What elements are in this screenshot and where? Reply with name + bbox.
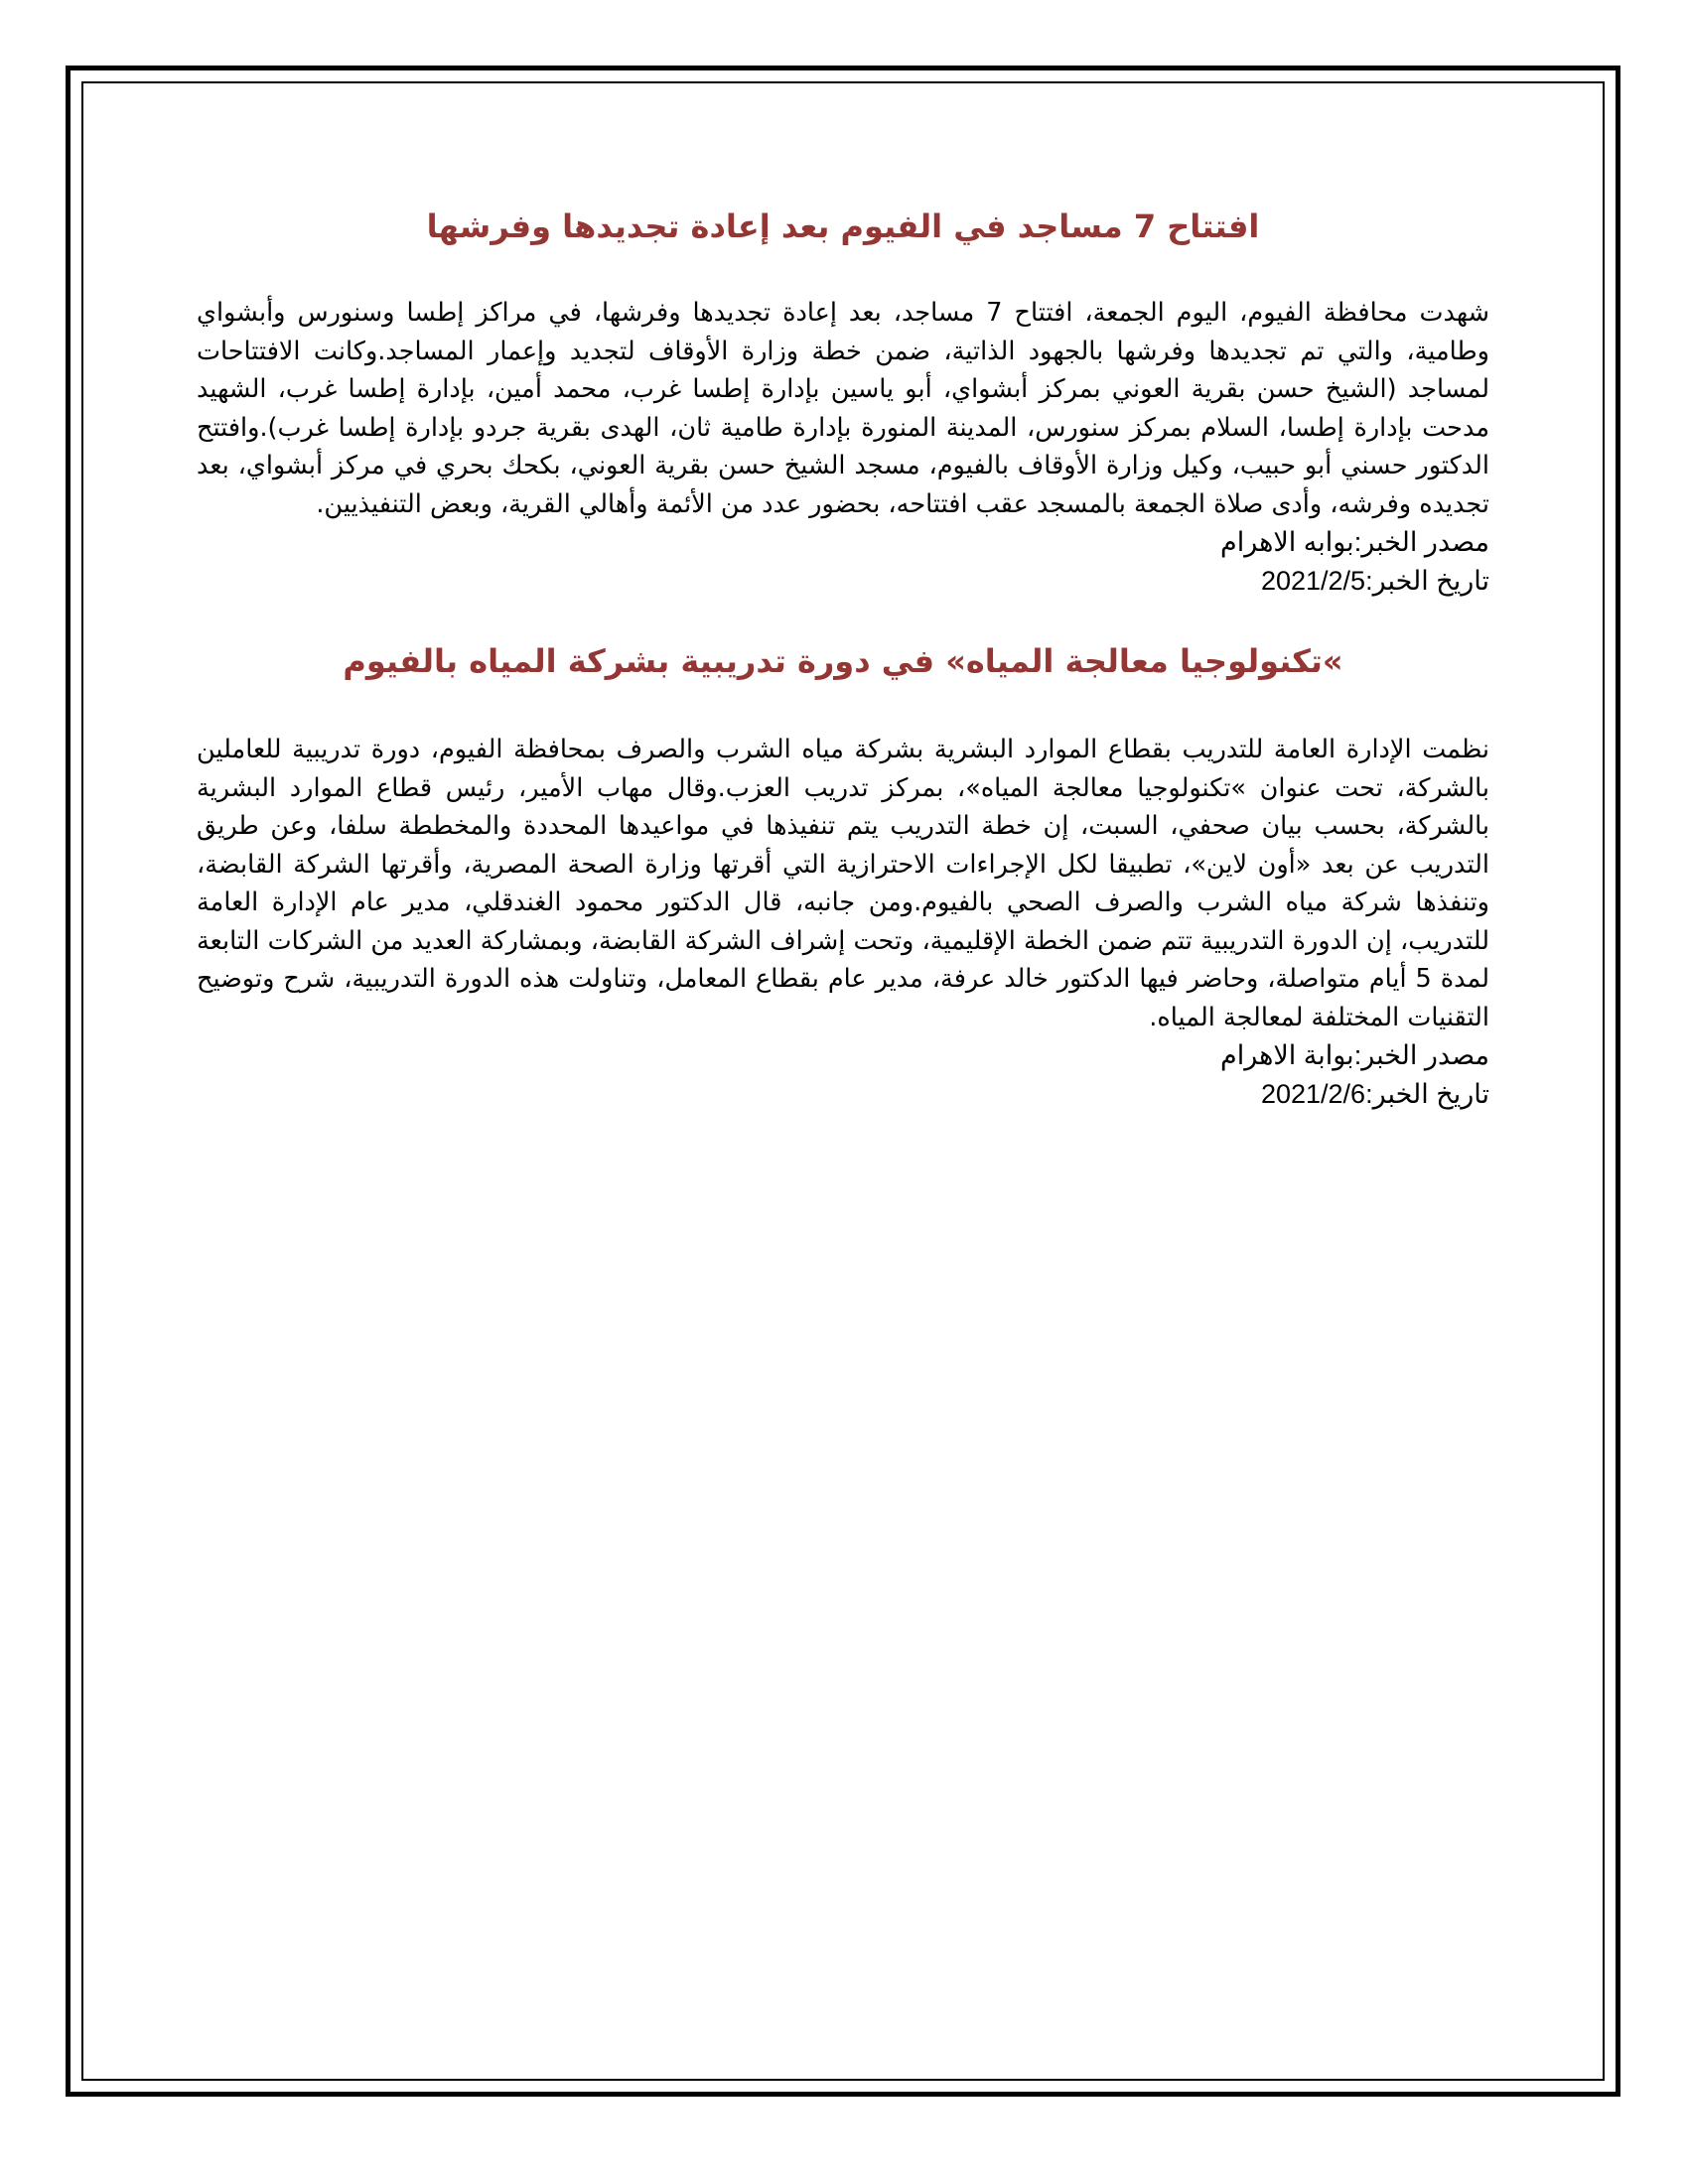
article-title: »تكنولوجيا معالجة المياه» في دورة تدريبية بشركة المياه بالفيوم [343,642,1343,680]
news-date-value: 2021/2/5 [1260,565,1366,596]
news-source-label: مصدر الخبر: [1353,527,1489,557]
news-date-value: 2021/2/6 [1260,1078,1366,1109]
article-mosques [197,203,1489,600]
news-source-label: مصدر الخبر: [1353,1040,1489,1070]
article-body: نظمت الإدارة العامة للتدريب بقطاع الموارد البشرية بشركة مياه الشرب والصرف بمحافظة الفيوم، دورة تدريبية للعاملين بالشركة، تحت عنوان »تكنولوجيا معالجة المياه»، بمركز تدريب العزب.وقال مهاب الأمير، رئيس قطاع الموارد البشرية بالشركة، بحسب بيان صحفي، السبت، إن خطة التدريب يتم تنفيذها في مواعيدها المحددة والمخططة سلفا، وعن طريق التدريب عن بعد «أون لاين»، تطبيقا لكل الإجراءات الاحترازية التي أقرتها وزارة الصحة المصرية، وأقرتها الشركة القابضة، وتنفذها شركة مياه الشرب والصرف الصحي بالفيوم.ومن جانبه، قال الدكتور محمود الغندقلي، مدير عام الإدارة العامة للتدريب، إن الدورة التدريبية تتم ضمن الخطة الإقليمية، وتحت إشراف الشركة القابضة، وبمشاركة العديد من الشركات التابعة لمدة 5 أيام متواصلة، وحاضر فيها الدكتور خالد عرفة، مدير عام بقطاع المعامل، وتناولت هذه الدورة التدريبية، شرح وتوضيح التقنيات المختلفة لمعالجة المياه. [197,735,1489,1032]
news-date [197,562,1489,601]
news-source-value: بوابة الاهرام [1219,1040,1354,1070]
news-date-label: تاريخ الخبر: [1365,1078,1489,1109]
document-content [197,189,1489,1113]
article-body: شهدت محافظة الفيوم، اليوم الجمعة، افتتاح 7 مساجد، بعد إعادة تجديدها وفرشها، في مراكز إطسا وسنورس وأبشواي وطامية، والتي تم تجديدها وفرشها بالجهود الذاتية، ضمن خطة وزارة الأوقاف لتجديد وإعمار المساجد.وكانت الافتتاحات لمساجد (الشيخ حسن بقرية العوني بمركز أبشواي، أبو ياسين بإدارة إطسا غرب، محمد أمين، بإدارة إطسا غرب، الشهيد مدحت بإدارة إطسا، السلام بمركز سنورس، المدينة المنورة بإدارة طامية ثان، الهدى بقرية جردو بإدارة إطسا غرب).وافتتح الدكتور حسني أبو حبيب، وكيل وزارة الأوقاف بالفيوم، مسجد الشيخ حسن بقرية العوني، بكحك بحري في مركز أبشواي، بعد تجديده وفرشه، وأدى صلاة الجمعة بالمسجد عقب افتتاحه، بحضور عدد من الأئمة وأهالي القرية، وبعض التنفيذيين. [197,298,1489,519]
news-source [197,1036,1489,1075]
news-source-value: بوابه الاهرام [1219,527,1354,557]
news-date [197,1075,1489,1114]
article-water-training [197,637,1489,1113]
news-date-label: تاريخ الخبر: [1365,565,1489,596]
news-source [197,523,1489,562]
article-title: افتتاح 7 مساجد في الفيوم بعد إعادة تجديدها وفرشها [426,207,1260,245]
